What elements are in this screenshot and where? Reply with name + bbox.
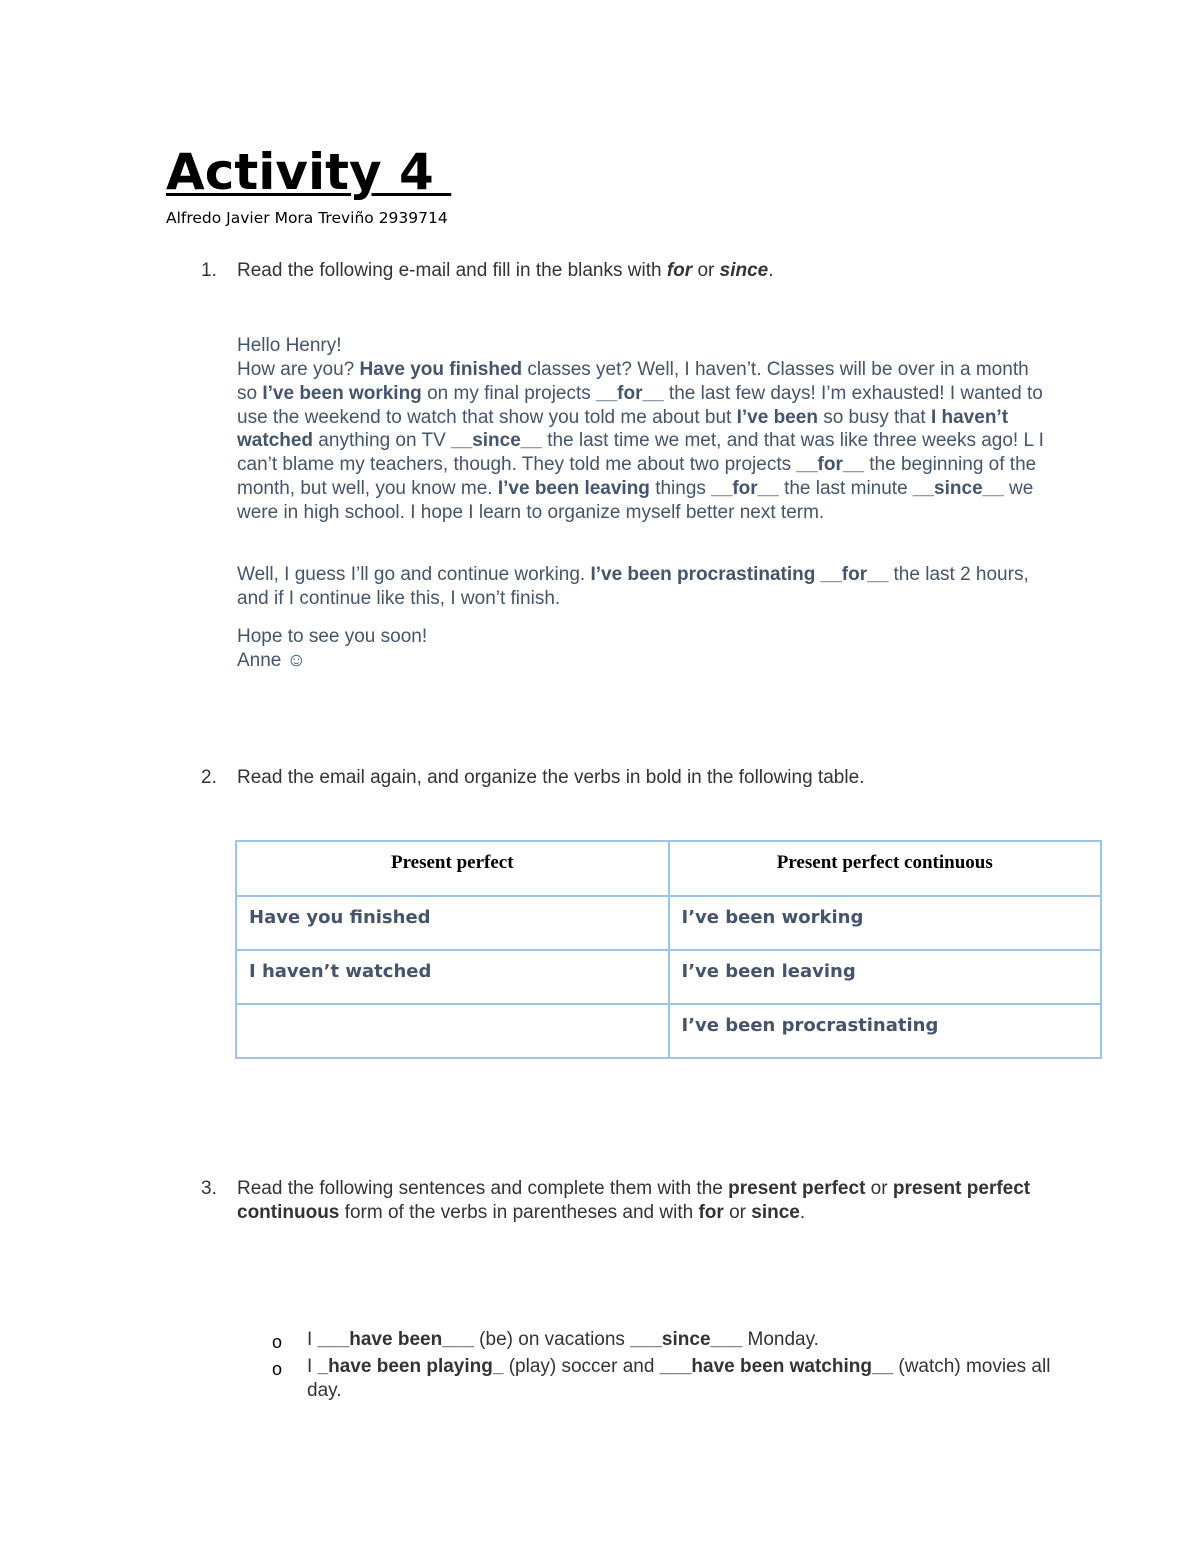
question-2-text: Read the email again, and organize the verbs in bold in the following table.	[237, 767, 865, 788]
q3-bold-term: since	[751, 1201, 800, 1223]
q3-bold-term: present perfect continuous	[237, 1178, 1031, 1223]
q3-text-part: Read the following sentences and complete them with the	[237, 1178, 729, 1199]
email-text: so busy that	[817, 406, 931, 428]
q3-bold-term: for	[698, 1201, 724, 1223]
email-bold-verb: Have you finished	[359, 359, 523, 380]
email-text: on my final projects	[421, 382, 597, 404]
question-3-number: 3.	[201, 1178, 217, 1199]
table-cell: Have you finished	[236, 896, 669, 950]
email-text: the last minute	[778, 477, 913, 499]
author-line: Alfredo Javier Mora Treviño 2939714	[166, 209, 448, 227]
sentence-answer: ___have been watching__	[659, 1356, 894, 1377]
question-1-text	[237, 259, 1057, 283]
table-cell: I’ve been working	[669, 896, 1102, 950]
page-title: Activity 4	[166, 143, 452, 201]
email-paragraph-2	[237, 563, 1047, 611]
email-greeting: Hello Henry!	[237, 335, 342, 356]
table-row	[236, 896, 1101, 950]
q1-text-part: or	[692, 260, 720, 281]
email-text: anything on TV	[313, 430, 452, 452]
table-cell: I’ve been leaving	[669, 950, 1102, 1004]
sentence-answer: _have been playing_	[317, 1356, 504, 1377]
email-bold-verb: I’ve been working	[262, 382, 422, 404]
email-text: the last 2 hours, and if I continue like this, I won’t finish.	[237, 564, 1029, 609]
email-bold-verb: I’ve been leaving	[497, 477, 650, 499]
question-3-text	[237, 1177, 1037, 1224]
email-text: the last few days! I’m exhausted! I wanted to use the weekend to watch that show you told me about but	[237, 382, 1043, 428]
email-signature: Anne ☺	[237, 650, 307, 671]
email-bold-verb: I haven’t watched	[237, 406, 1009, 452]
bullet-icon: o	[272, 1359, 283, 1379]
sentence-item	[307, 1355, 1067, 1403]
question-1-number: 1.	[201, 260, 217, 281]
table-cell	[236, 1004, 669, 1058]
q3-bold-term: present perfect	[728, 1178, 866, 1199]
q1-text-part: Read the following e-mail and fill in the blanks with	[237, 260, 667, 281]
sentence-text: I	[307, 1329, 318, 1350]
q1-for-word: for	[666, 260, 693, 281]
email-text: classes yet? Well, I haven’t. Classes will be over in a month so	[237, 359, 1029, 404]
email-blank-answer: __for__	[796, 454, 864, 476]
table-row	[236, 1004, 1101, 1058]
q3-text-part: or	[723, 1201, 752, 1223]
q1-since-word: since	[719, 260, 769, 281]
email-blank-answer: __for__	[711, 477, 779, 499]
verbs-table	[235, 840, 1102, 1059]
q3-text-part: .	[799, 1201, 806, 1223]
sentence-answer: ___since___	[630, 1329, 743, 1350]
email-text: the last time we met, and that was like three weeks ago! L I can’t blame my teachers, though. They told me about two projects	[237, 430, 1044, 476]
table-row	[236, 950, 1101, 1004]
table-header-present-perfect-continuous: Present perfect continuous	[669, 841, 1102, 896]
table-header-present-perfect: Present perfect	[236, 841, 669, 896]
q3-text-part: or	[865, 1178, 893, 1199]
email-paragraph-1	[237, 358, 1047, 525]
sentence-text: (be) on vacations	[473, 1329, 631, 1350]
email-closing: Hope to see you soon!	[237, 626, 428, 647]
sentence-text: (play) soccer and	[503, 1356, 660, 1377]
table-header-row	[236, 841, 1101, 896]
sentence-text: Monday.	[742, 1329, 819, 1350]
q3-text-part: form of the verbs in parentheses and with	[339, 1201, 699, 1223]
bullet-icon: o	[272, 1332, 283, 1352]
email-bold-verb: I’ve been	[736, 406, 818, 428]
email-bold-verb: I’ve been procrastinating	[590, 564, 816, 585]
email-text: we were in high school. I hope I learn to organize myself better next term.	[237, 477, 1034, 523]
email-blank-answer: __since__	[451, 430, 542, 452]
sentence-text: (watch) movies all day.	[307, 1356, 1051, 1401]
sentence-text: I	[307, 1356, 318, 1377]
q1-text-part: .	[768, 260, 774, 281]
email-blank-answer: __since__	[912, 477, 1004, 499]
email-text: How are you?	[237, 359, 360, 380]
question-2-number: 2.	[201, 767, 217, 788]
email-blank-answer: __for__	[820, 564, 889, 585]
email-text: the beginning of the month, but well, you know me.	[237, 454, 1037, 499]
table-cell: I’ve been procrastinating	[669, 1004, 1102, 1058]
sentence-answer: ___have been___	[317, 1329, 474, 1350]
email-text: things	[649, 477, 712, 499]
email-blank-answer: __for__	[596, 382, 664, 404]
table-cell: I haven’t watched	[236, 950, 669, 1004]
email-text: Well, I guess I’ll go and continue working.	[237, 564, 591, 585]
sentence-item	[307, 1328, 1067, 1352]
